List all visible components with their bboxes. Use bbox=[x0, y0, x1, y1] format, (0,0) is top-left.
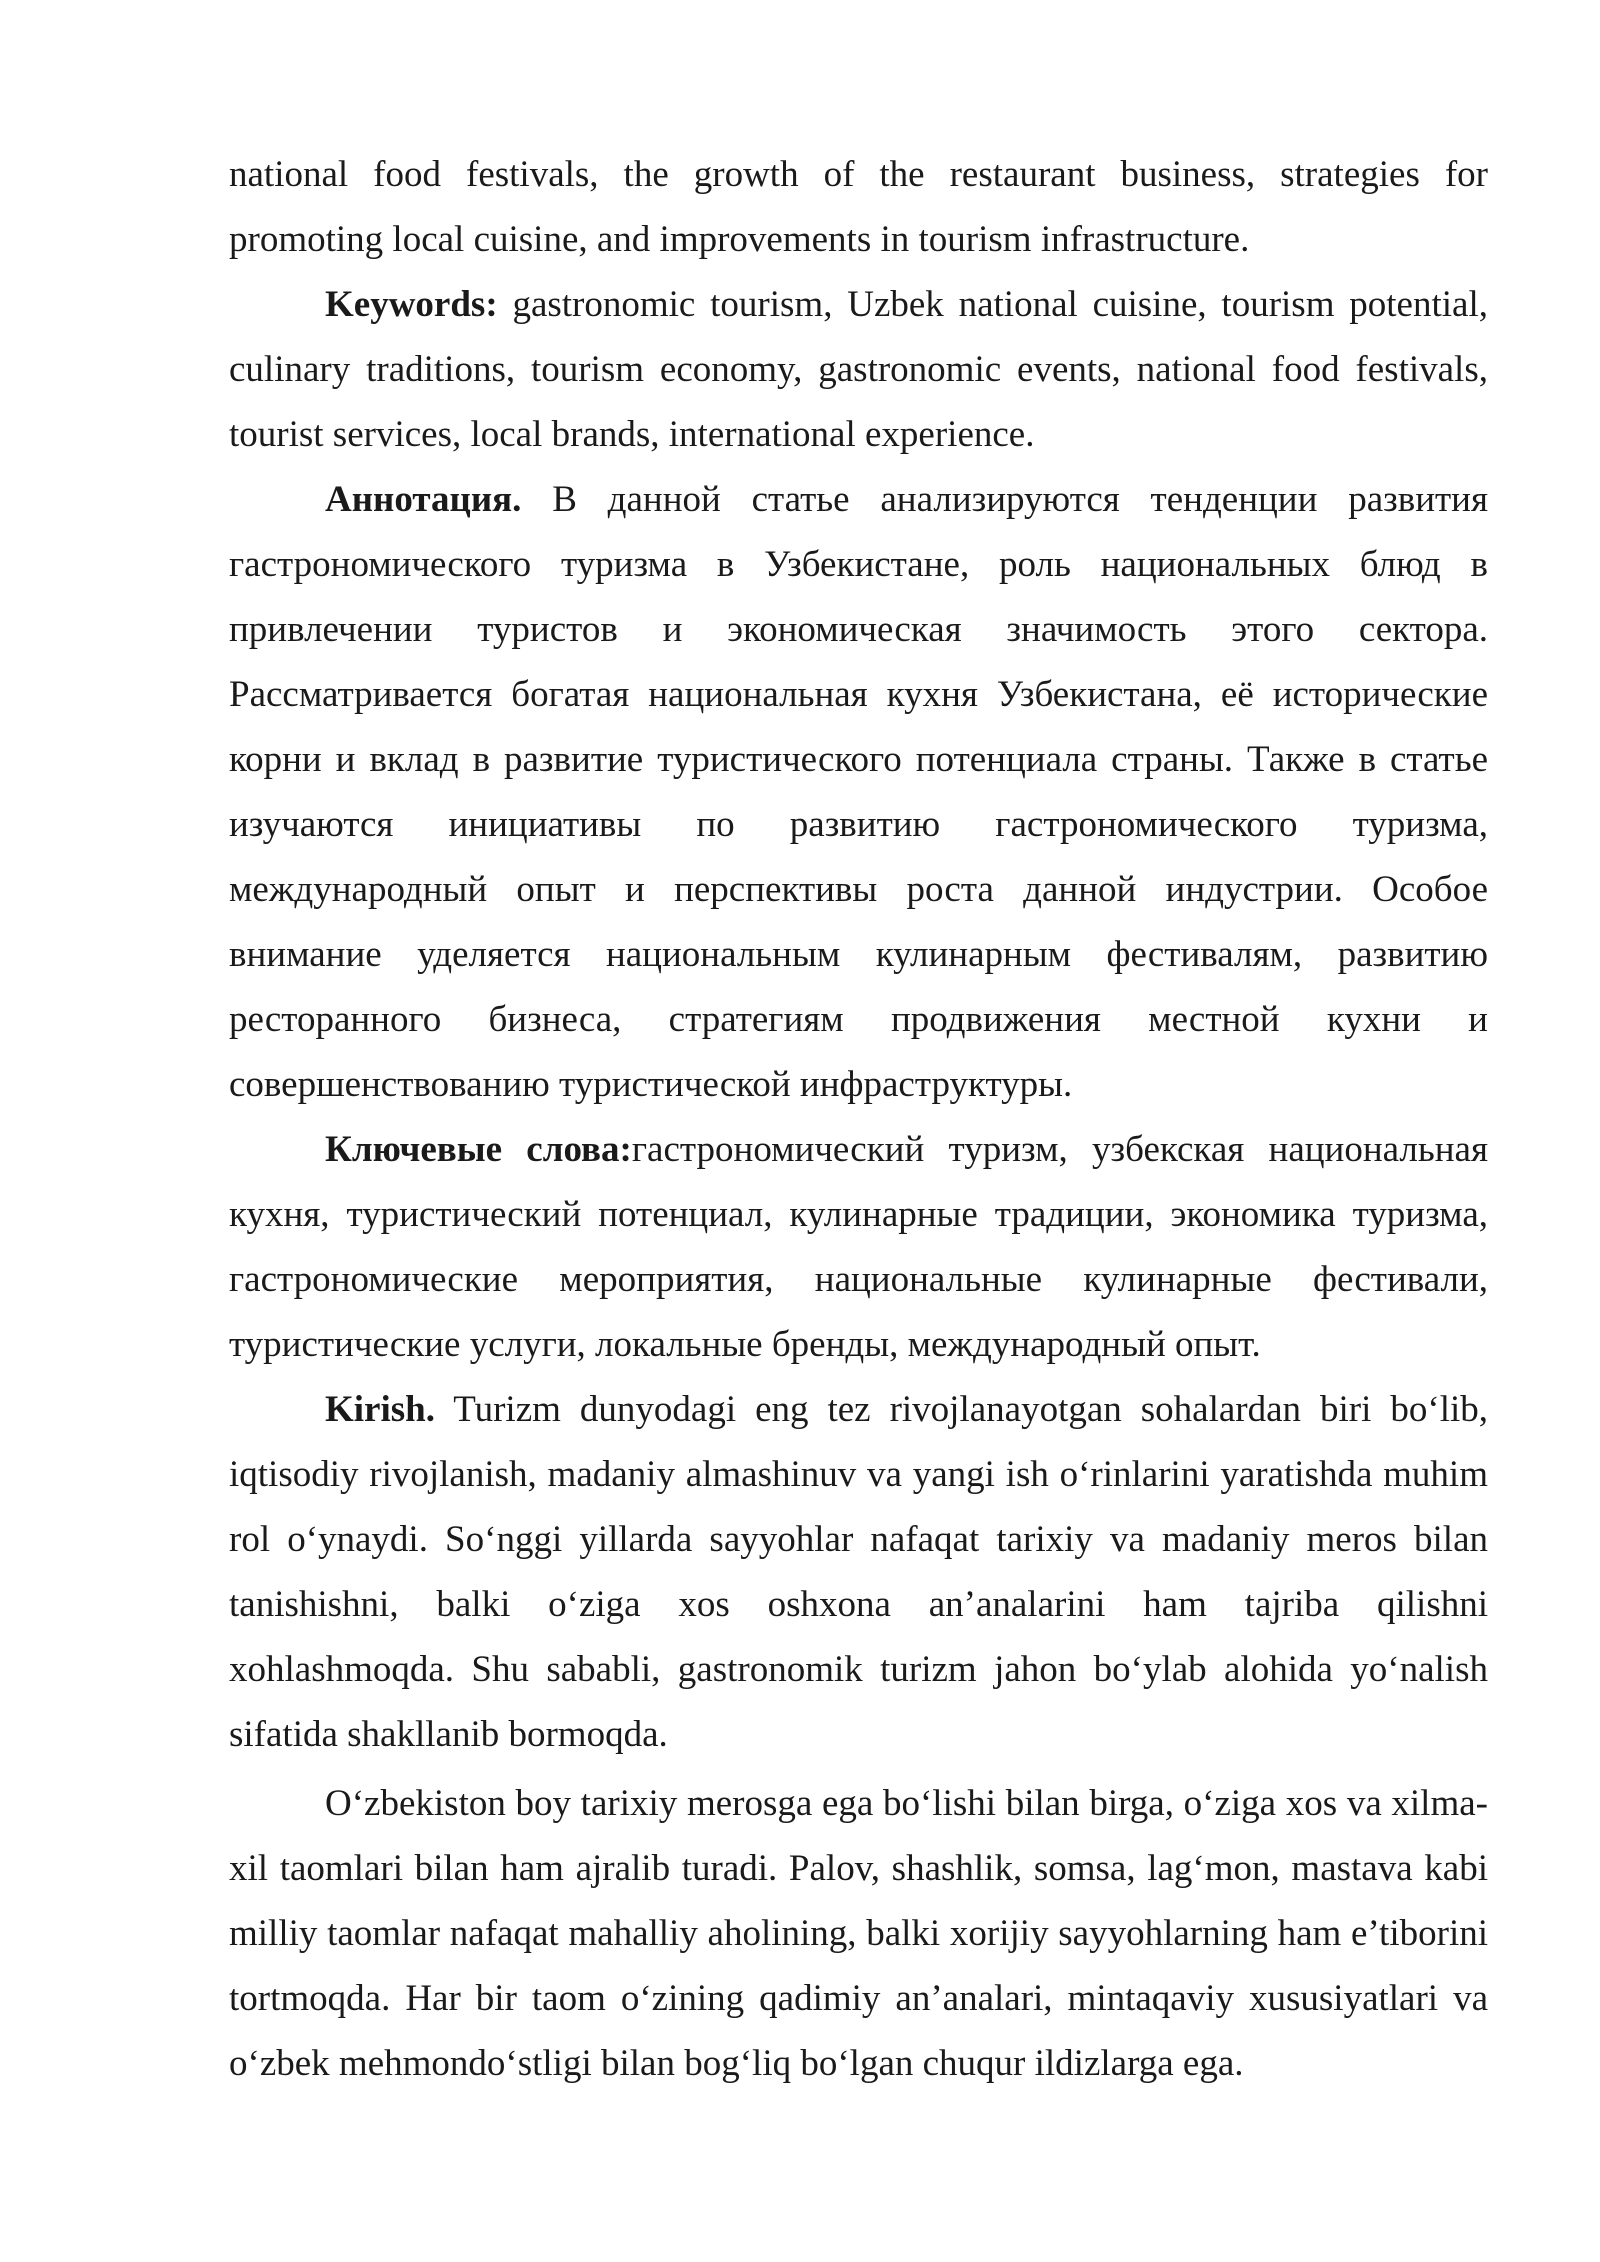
introduction-label: Kirish. bbox=[325, 1389, 435, 1430]
keywords-en-paragraph bbox=[229, 272, 1488, 467]
keywords-en-label: Keywords: bbox=[325, 284, 498, 325]
annotation-ru-label: Аннотация. bbox=[325, 479, 522, 520]
keywords-ru-label: Ключевые слова: bbox=[325, 1129, 632, 1170]
abstract-continuation-paragraph bbox=[229, 142, 1488, 272]
uzbekistan-cuisine-text: O‘zbekiston boy tarixiy merosga ega bo‘lishi bilan birga, o‘ziga xos va xilma-xil taomlari bilan ham ajralib turadi. Palov, shashlik, somsa, lag‘mon, mastava kabi milliy taomlar nafaqat mahalliy aholining, balki xorijiy sayyohlarning ham e’tiborini tortmoqda. Har bir taom o‘zining qadimiy an’analari, mintaqaviy xususiyatlari va o‘zbek mehmondo‘stligi bilan bog‘liq bo‘lgan chuqur ildizlarga ega. bbox=[229, 1783, 1488, 2084]
introduction-text: Turizm dunyodagi eng tez rivojlanayotgan sohalardan biri bo‘lib, iqtisodiy rivojlanish, madaniy almashinuv va yangi ish o‘rinlarini yaratishda muhim rol o‘ynaydi. So‘nggi yillarda sayyohlar nafaqat tarixiy va madaniy meros bilan tanishishni, balki o‘ziga xos oshxona an’analarini ham tajriba qilishni xohlashmoqda. Shu sababli, gastronomik turizm jahon bo‘ylab alohida yo‘nalish sifatida shakllanib bormoqda. bbox=[229, 1389, 1488, 1755]
annotation-ru-paragraph bbox=[229, 467, 1488, 1117]
keywords-ru-text: гастрономический туризм, узбекская национальная кухня, туристический потенциал, кулинарные традиции, экономика туризма, гастрономические мероприятия, национальные кулинарные фестивали, туристические услуги, локальные бренды, международный опыт. bbox=[229, 1129, 1488, 1365]
uzbekistan-cuisine-paragraph bbox=[229, 1771, 1488, 2096]
abstract-continuation-text: national food festivals, the growth of the restaurant business, strategies for promoting local cuisine, and improvements in tourism infrastructure. bbox=[229, 154, 1488, 260]
keywords-ru-paragraph bbox=[229, 1117, 1488, 1377]
introduction-paragraph bbox=[229, 1377, 1488, 1767]
document-page bbox=[229, 142, 1488, 2096]
keywords-en-text: gastronomic tourism, Uzbek national cuisine, tourism potential, culinary traditions, tourism economy, gastronomic events, national food festivals, tourist services, local brands, international experience. bbox=[229, 284, 1488, 455]
annotation-ru-text: В данной статье анализируются тенденции развития гастрономического туризма в Узбекистане, роль национальных блюд в привлечении туристов и экономическая значимость этого сектора. Рассматривается богатая национальная кухня Узбекистана, её исторические корни и вклад в развитие туристического потенциала страны. Также в статье изучаются инициативы по развитию гастрономического туризма, международный опыт и перспективы роста данной индустрии. Особое внимание уделяется национальным кулинарным фестивалям, развитию ресторанного бизнеса, стратегиям продвижения местной кухни и совершенствованию туристической инфраструктуры. bbox=[229, 479, 1488, 1105]
